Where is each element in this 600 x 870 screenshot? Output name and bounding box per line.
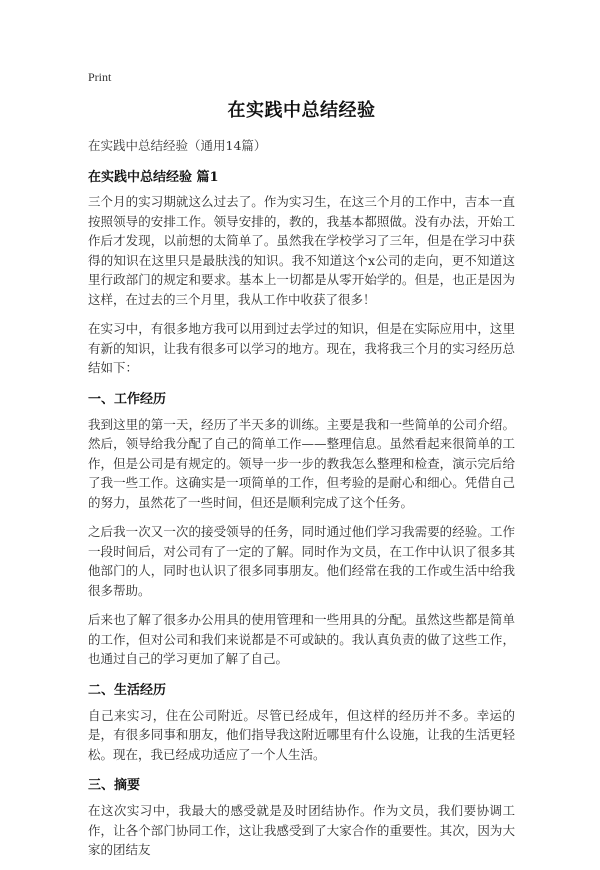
summary-paragraph-1: 在这次实习中，我最大的感受就是及时团结协作。作为文员，我们要协调工作，让各个部门协同工作，这让我感受到了大家合作的重要性。其次，因为大家的团结友 xyxy=(88,803,515,857)
document-subtitle: 在实践中总结经验（通用14篇） xyxy=(88,138,267,153)
section-heading-summary: 三、摘要 xyxy=(88,778,141,793)
intro-paragraph-2: 在实习中，有很多地方我可以用到过去学过的知识，但是在实际应用中，这里有新的知识，让我有很多可以学习的地方。现在，我将我三个月的实习经历总结如下： xyxy=(88,321,515,375)
intro-paragraph-1: 三个月的实习期就这么过去了。作为实习生，在这三个月的工作中，吉本一直按照领导的安排工作。领导安排的，教的，我基本都照做。没有办法，开始工作后才发现，以前想的太简单了。虽然我在学校学习了三年，但是在学习中获得的知识在这里只是最肤浅的知识。我不知道这个x公司的走向，更不知道这里行政部门的规定和要求。基本上一切都是从零开始学的。但是，也正是因为这样，在过去的三个月里，我从工作中收获了很多！ xyxy=(88,194,515,307)
work-paragraph-2: 之后我一次又一次的接受领导的任务，同时通过他们学习我需要的经验。工作一段时间后，对公司有了一定的了解。同时作为文员，在工作中认识了很多其他部门的人，同时也认识了很多同事朋友。他们经常在我的工作或生活中给我很多帮助。 xyxy=(88,524,515,598)
life-paragraph-1: 自己来实习，住在公司附近。尽管已经成年，但这样的经历并不多。幸运的是，有很多同事和朋友，他们指导我这附近哪里有什么设施，让我的生活更轻松。现在，我已经成功适应了一个人生活。 xyxy=(88,707,515,762)
essay-heading: 在实践中总结经验 篇1 xyxy=(88,170,219,185)
work-paragraph-1: 我到这里的第一天，经历了半天多的训练。主要是我和一些简单的公司介绍。然后，领导给我分配了自己的简单工作——整理信息。虽然看起来很简单的工作，但是公司是有规定的。领导一步一步的教我怎么整理和检查，演示完后给了我一些工作。这确实是一项简单的工作，但考验的是耐心和细心。凭借自己的努力，虽然花了一些时间，但还是顺利完成了这个任务。 xyxy=(88,416,515,510)
print-label: Print xyxy=(88,70,112,84)
document-content xyxy=(88,96,515,870)
document-title: 在实践中总结经验 xyxy=(227,100,376,121)
section-heading-life: 二、生活经历 xyxy=(88,682,167,698)
work-paragraph-3: 后来也了解了很多办公用具的使用管理和一些用具的分配。虽然这些都是简单的工作，但对公司和我们来说都是不可或缺的。我认真负责的做了这些工作，也通过自己的学习更加了解了自己。 xyxy=(88,612,515,666)
section-heading-work: 一、工作经历 xyxy=(88,391,167,407)
